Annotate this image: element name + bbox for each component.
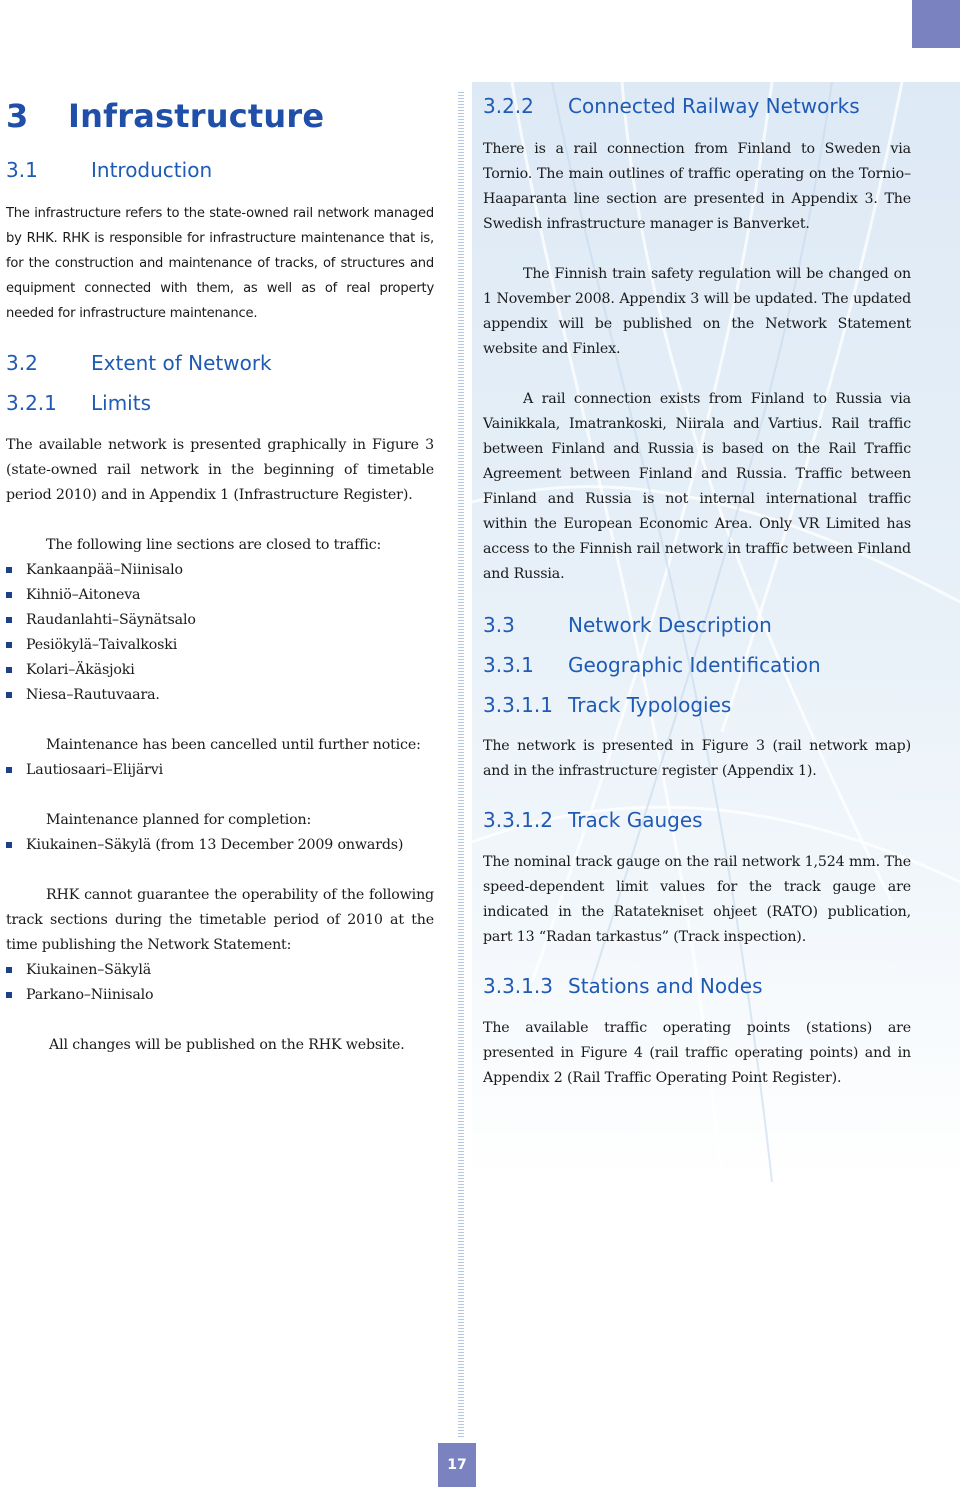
list-item-text: Parkano–Niinisalo (26, 987, 154, 1003)
gauges-paragraph: The nominal track gauge on the rail network 1,524 mm. The speed-dependent limit values for the track gauge are indicated in the Ratatekniset ohjeet (RATO) publication, part 13 “Radan tarkastus” (Track inspection). (483, 854, 911, 945)
section-heading-stations-nodes (483, 972, 911, 1000)
page-number: 17 (438, 1443, 476, 1487)
section-title: Limits (91, 391, 151, 415)
limits-paragraph: The available network is presented graphically in Figure 3 (state-owned rail network in the beginning of timetable period 2010) and in Appendix 1 (Infrastructure Register). (6, 437, 434, 503)
section-title: Network Description (568, 613, 772, 637)
bullet-icon (6, 992, 12, 998)
list-item-text: Kiukainen–Säkylä (from 13 December 2009 onwards) (26, 837, 404, 853)
column-divider (458, 92, 464, 1437)
section-title: Introduction (91, 158, 213, 182)
stations-paragraph: The available traffic operating points (stations) are presented in Figure 4 (rail traffic operating points) and in Appendix 2 (Rail Traffic Operating Point Register). (483, 1020, 911, 1086)
maintenance-planned-list (6, 833, 434, 858)
list-item (6, 608, 434, 633)
section-number: 3.1 (6, 158, 38, 182)
bullet-icon (6, 967, 12, 973)
list-item (6, 983, 434, 1008)
chapter-title (6, 94, 434, 138)
bullet-icon (6, 617, 12, 623)
section-number: 3.3.1 (483, 653, 534, 677)
section-number: 3.3 (483, 613, 515, 637)
list-item-text: Pesiökylä–Taivalkoski (26, 637, 178, 653)
maintenance-planned-intro: Maintenance planned for completion: (46, 812, 312, 828)
bullet-icon (6, 567, 12, 573)
typologies-paragraph: The network is presented in Figure 3 (rail network map) and in the infrastructure register (Appendix 1). (483, 738, 911, 779)
bullet-icon (6, 767, 12, 773)
closed-sections-intro: The following line sections are closed to traffic: (46, 537, 382, 553)
list-item (6, 658, 434, 683)
list-item-text: Kankaanpää–Niinisalo (26, 562, 183, 578)
connected-paragraph-1: There is a rail connection from Finland to Sweden via Tornio. The main outlines of traffic operating on the Tornio–Haaparanta line section are presented in Appendix 3. The Swedish infrastructure manager is Banverket. (483, 141, 911, 232)
section-heading-connected-networks (483, 92, 911, 120)
section-title: Track Gauges (568, 808, 703, 832)
section-number: 3.3.1.2 (483, 808, 553, 832)
list-item-text: Kihniö–Aitoneva (26, 587, 141, 603)
section-title: Geographic Identification (568, 653, 821, 677)
connected-paragraph-3: A rail connection exists from Finland to Russia via Vainikkala, Imatrankoski, Niirala and Vartius. Rail traffic between Finland and Russia is based on the Rail Traffic Agreement between Finland and Russia. Traffic between Finland and Russia is not internal international traffic within the European Economic Area. Only VR Limited has access to the Finnish rail network in traffic between Finland and Russia. (483, 391, 911, 582)
list-item (6, 683, 434, 708)
chapter-number: 3 (6, 97, 29, 135)
section-heading-limits (6, 389, 434, 417)
right-column (483, 92, 911, 1091)
list-item (6, 558, 434, 583)
list-item-text: Niesa–Rautuvaara. (26, 687, 160, 703)
left-column (6, 88, 434, 1058)
intro-paragraph: The infrastructure refers to the state-owned rail network managed by RHK. RHK is responsible for infrastructure maintenance that is, for the construction and maintenance of tracks, of structures and equipment connected with them, as well as of real property needed for infrastructure maintenance. (6, 206, 434, 321)
bullet-icon (6, 592, 12, 598)
guarantee-paragraph: RHK cannot guarantee the operability of the following track sections during the timetable period of 2010 at the time publishing the Network Statement: (6, 887, 434, 953)
section-heading-network-description (483, 611, 911, 639)
bullet-icon (6, 692, 12, 698)
list-item (6, 833, 434, 858)
list-item (6, 758, 434, 783)
section-number: 3.3.1.3 (483, 974, 553, 998)
section-title: Stations and Nodes (568, 974, 763, 998)
section-number: 3.2 (6, 351, 38, 375)
section-title: Track Typologies (568, 693, 732, 717)
connected-paragraph-2: The Finnish train safety regulation will be changed on 1 November 2008. Appendix 3 will be updated. The updated appendix will be published on the Network Statement website and Finlex. (483, 266, 911, 357)
section-title: Extent of Network (91, 351, 272, 375)
section-title: Connected Railway Networks (568, 94, 860, 118)
list-item (6, 583, 434, 608)
list-item-text: Lautiosaari–Elijärvi (26, 762, 164, 778)
section-heading-geographic-identification (483, 651, 911, 679)
list-item (6, 958, 434, 983)
list-item (6, 633, 434, 658)
section-heading-extent (6, 349, 434, 377)
section-heading-track-gauges (483, 806, 911, 834)
changes-notice: All changes will be published on the RHK website. (49, 1037, 405, 1053)
section-number: 3.2.1 (6, 391, 57, 415)
section-heading-track-typologies (483, 691, 911, 719)
chapter-title-text: Infrastructure (68, 97, 325, 135)
bullet-icon (6, 842, 12, 848)
list-item-text: Kiukainen–Säkylä (26, 962, 152, 978)
corner-accent-square (912, 0, 960, 48)
bullet-icon (6, 667, 12, 673)
section-heading-introduction (6, 156, 434, 184)
closed-sections-list (6, 558, 434, 708)
guarantee-list (6, 958, 434, 1008)
maintenance-cancelled-intro: Maintenance has been cancelled until further notice: (46, 737, 421, 753)
list-item-text: Raudanlahti–Säynätsalo (26, 612, 196, 628)
maintenance-cancelled-list (6, 758, 434, 783)
list-item-text: Kolari–Äkäsjoki (26, 662, 135, 678)
section-number: 3.3.1.1 (483, 693, 553, 717)
section-number: 3.2.2 (483, 94, 534, 118)
bullet-icon (6, 642, 12, 648)
